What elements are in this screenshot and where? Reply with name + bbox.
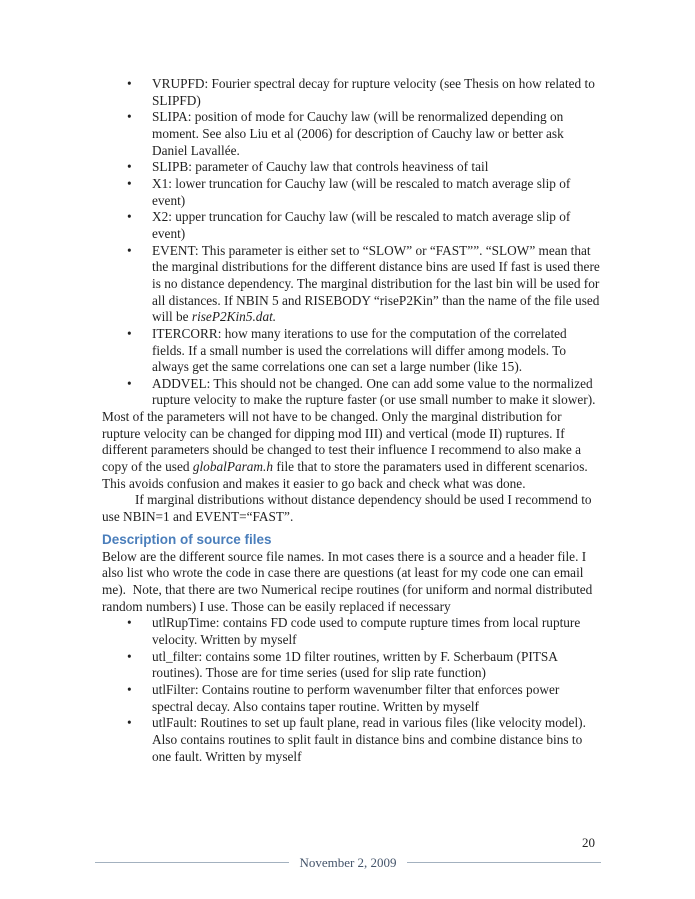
list-item	[102, 326, 600, 376]
list-item	[102, 76, 600, 109]
bullet-icon	[127, 326, 132, 343]
bullet-text: EVENT: This parameter is either set to “SLOW” or “FAST””. “SLOW” mean that the marginal distributions for the different distance bins are used If fast is used there is no distance dependency. The marginal distribution for the last bin will be used for all distances. If NBIN 5 and RISEBODY “riseP2Kin” than the name of the file used will be	[152, 242, 600, 325]
bullet-text: utlRupTime: contains FD code used to compute rupture times from local rupture velocity. Written by myself	[152, 615, 581, 647]
list-item	[102, 376, 600, 409]
footer-rule-line	[95, 862, 289, 863]
source-file-list	[102, 615, 600, 765]
italic-filename: riseP2Kin5.dat.	[191, 309, 277, 325]
bullet-icon	[127, 682, 132, 699]
bullet-icon	[127, 715, 132, 732]
bullet-text: SLIPA: position of mode for Cauchy law (will be renormalized depending on moment. See also Liu et al (2006) for description of Cauchy law or better ask Daniel Lavallée.	[152, 109, 564, 158]
paragraph: If marginal distributions without distance dependency should be used I recommend to use NBIN=1 and EVENT=“FAST”.	[102, 492, 595, 525]
bullet-text: utlFault: Routines to set up fault plane, read in various files (like velocity model). Also contains routines to split fault in distance bins and combine distance bins to one fault. Written by myself	[152, 715, 586, 764]
bullet-text: SLIPB: parameter of Cauchy law that controls heaviness of tail	[152, 159, 489, 175]
page-number: 20	[582, 835, 595, 850]
paragraph-text: file that to store the paramaters used in different scenarios. This avoids confusion and makes it easier to go back and check what was done.	[102, 459, 591, 491]
page-footer	[95, 834, 601, 871]
bullet-text: utl_filter: contains some 1D filter routines, written by F. Scherbaum (PITSA routines). Those are for time series (used for slip rate function)	[152, 648, 558, 681]
list-item	[102, 109, 600, 159]
parameter-list	[102, 76, 600, 409]
footer-rule	[95, 854, 601, 871]
footer-date: November 2, 2009	[299, 855, 397, 870]
bullet-icon	[127, 176, 132, 193]
bullet-text: ITERCORR: how many iterations to use for the computation of the correlated fields. If a small number is used the correlations will differ among models. To always get the same correlations one can set a large number (like 15).	[152, 325, 567, 375]
italic-filename: globalParam.h	[192, 459, 273, 475]
bullet-icon	[127, 209, 132, 226]
paragraph	[102, 409, 600, 492]
bullet-icon	[127, 615, 132, 632]
bullet-icon	[127, 376, 132, 393]
bullet-text: ADDVEL: This should not be changed. One can add some value to the normalized rupture velocity to make the rupture faster (or use small number to make it slower).	[152, 375, 596, 408]
list-item	[102, 682, 600, 715]
footer-rule-line	[407, 862, 601, 863]
paragraph-text: Most of the parameters will not have to be changed. Only the marginal distribution for rupture velocity can be changed for dipping mod III) and vertical (mode II) ruptures. If different parameters should be changed to test their influence I recommend to also make a copy of the used	[102, 409, 585, 475]
page-body	[102, 76, 600, 765]
list-item	[102, 159, 600, 176]
paragraph: Below are the different source file names. In mot cases there is a source and a header file. I also list who wrote the code in case there are questions (at least for my code one can email me). Note, that there are two Numerical recipe routines (for uniform and normal distributed random numbers) I use. Those can be easily replaced if necessary	[102, 548, 596, 614]
bullet-text: X1: lower truncation for Cauchy law (will be rescaled to match average slip of event)	[152, 175, 571, 208]
list-item	[102, 209, 600, 242]
list-item	[102, 176, 600, 209]
list-item	[102, 615, 600, 648]
list-item	[102, 649, 600, 682]
bullet-icon	[127, 109, 132, 126]
bullet-text: VRUPFD: Fourier spectral decay for rupture velocity (see Thesis on how related to SLIPFD)	[152, 76, 595, 108]
bullet-icon	[127, 76, 132, 93]
list-item	[102, 715, 600, 765]
section-heading: Description of source files	[102, 531, 272, 547]
list-item	[102, 243, 600, 326]
bullet-text: utlFilter: Contains routine to perform wavenumber filter that enforces power spectral decay. Also contains taper routine. Written by myself	[152, 681, 560, 714]
bullet-icon	[127, 649, 132, 666]
bullet-icon	[127, 159, 132, 176]
bullet-text: X2: upper truncation for Cauchy law (will be rescaled to match average slip of event)	[152, 209, 571, 241]
bullet-icon	[127, 243, 132, 260]
